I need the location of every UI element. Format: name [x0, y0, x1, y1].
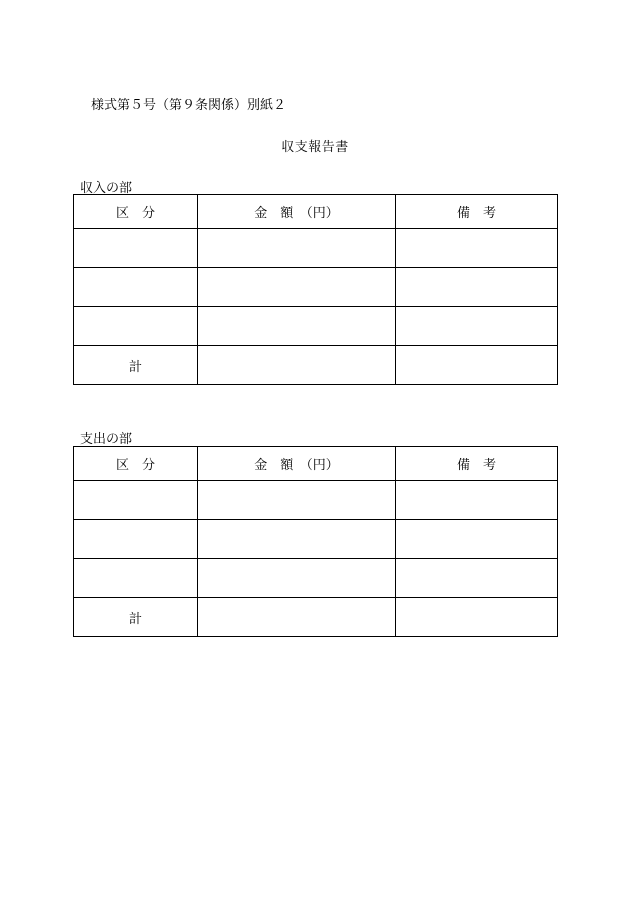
income-header-category: 区 分 [74, 195, 198, 229]
expense-cell-amount[interactable] [198, 559, 396, 598]
expense-cell-category[interactable] [74, 520, 198, 559]
income-row [74, 307, 558, 346]
income-table [73, 194, 558, 385]
income-section-label: 収入の部 [80, 181, 133, 196]
expense-section-label: 支出の部 [80, 432, 133, 447]
expense-row [74, 559, 558, 598]
income-cell-category[interactable] [74, 307, 198, 346]
income-cell-amount[interactable] [198, 229, 396, 268]
form-number: 様式第５号（第９条関係）別紙２ [91, 98, 287, 113]
income-cell-remarks[interactable] [396, 307, 558, 346]
expense-total-label: 計 [74, 598, 198, 637]
income-row [74, 229, 558, 268]
expense-total-amount[interactable] [198, 598, 396, 637]
expense-header-remarks: 備 考 [396, 447, 558, 481]
income-total-amount[interactable] [198, 346, 396, 385]
income-cell-category[interactable] [74, 268, 198, 307]
expense-cell-remarks[interactable] [396, 559, 558, 598]
income-cell-remarks[interactable] [396, 229, 558, 268]
income-cell-amount[interactable] [198, 307, 396, 346]
expense-cell-remarks[interactable] [396, 520, 558, 559]
expense-row [74, 520, 558, 559]
income-cell-category[interactable] [74, 229, 198, 268]
document-title: 収支報告書 [281, 140, 349, 155]
expense-cell-category[interactable] [74, 559, 198, 598]
income-header-remarks: 備 考 [396, 195, 558, 229]
income-header-row [74, 195, 558, 229]
income-row [74, 268, 558, 307]
income-cell-remarks[interactable] [396, 268, 558, 307]
expense-total-row [74, 598, 558, 637]
expense-total-remarks[interactable] [396, 598, 558, 637]
income-total-row [74, 346, 558, 385]
expense-header-amount: 金 額 （円） [198, 447, 396, 481]
expense-table [73, 446, 558, 637]
income-header-amount: 金 額 （円） [198, 195, 396, 229]
expense-cell-category[interactable] [74, 481, 198, 520]
expense-cell-amount[interactable] [198, 520, 396, 559]
income-total-remarks[interactable] [396, 346, 558, 385]
income-cell-amount[interactable] [198, 268, 396, 307]
income-total-label: 計 [74, 346, 198, 385]
expense-cell-remarks[interactable] [396, 481, 558, 520]
expense-cell-amount[interactable] [198, 481, 396, 520]
expense-header-row [74, 447, 558, 481]
expense-header-category: 区 分 [74, 447, 198, 481]
expense-row [74, 481, 558, 520]
